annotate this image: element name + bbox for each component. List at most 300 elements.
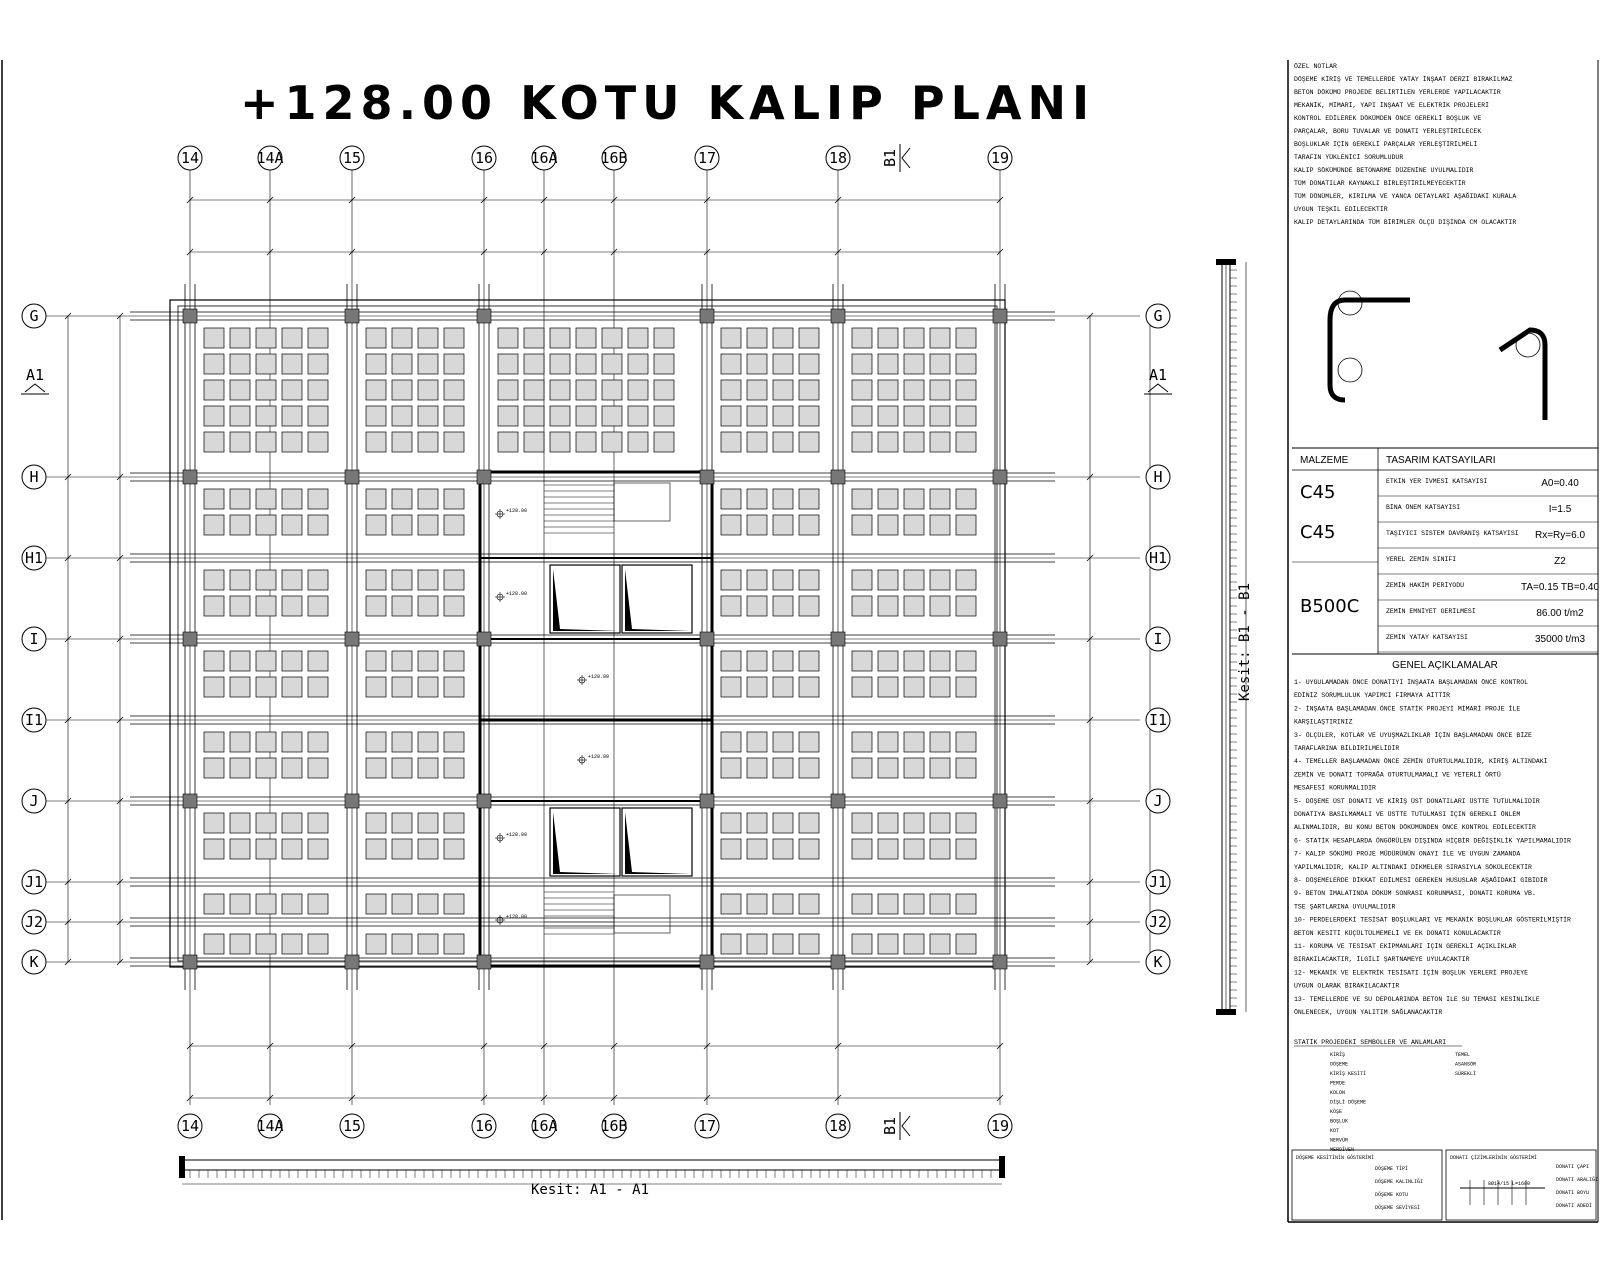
general-note-line: 9- BETON İMALATINDA DÖKÜM SONRASI KORUNMASI, DONATI KORUMA VB. [1294, 890, 1536, 898]
axis-label-14A: 14A [256, 1117, 284, 1135]
waffle-pan [930, 934, 950, 954]
waffle-pan [602, 354, 622, 374]
waffle-pan [204, 406, 224, 426]
waffle-pan [308, 934, 328, 954]
waffle-pan [799, 732, 819, 752]
waffle-pan [366, 758, 386, 778]
waffle-pan [878, 732, 898, 752]
waffle-pan [204, 515, 224, 535]
column [831, 632, 845, 646]
waffle-pan [392, 570, 412, 590]
waffle-pan [366, 651, 386, 671]
general-note-line: 5- DÖŞEME ÜST DONATI VE KİRİŞ ÜST DONATILARI ÜSTTE TUTULMALIDIR [1294, 797, 1540, 805]
waffle-pan [878, 596, 898, 616]
section-arrow [25, 384, 45, 392]
waffle-pan [721, 406, 741, 426]
waffle-pan [878, 677, 898, 697]
waffle-pan [799, 380, 819, 400]
waffle-pan [602, 328, 622, 348]
stair-core [480, 472, 712, 966]
waffle-pan [904, 489, 924, 509]
general-notes-heading: GENEL AÇIKLAMALAR [1392, 660, 1498, 671]
special-note-line: DÖŞEME KİRİŞ VE TEMELLERDE YATAY İNŞAAT DERZİ BIRAKILMAZ [1294, 76, 1513, 83]
column [700, 309, 714, 323]
waffle-pan [282, 432, 302, 452]
waffle-pan [204, 596, 224, 616]
section-b1-end [1216, 259, 1236, 265]
waffle-pan [366, 570, 386, 590]
special-note-line: UYGUN TEŞKİL EDİLECEKTİR [1294, 206, 1388, 213]
waffle-pan [721, 432, 741, 452]
waffle-pan [956, 406, 976, 426]
elevator-shaft [550, 808, 620, 876]
waffle-pan [721, 570, 741, 590]
waffle-pan [852, 380, 872, 400]
waffle-pan [366, 677, 386, 697]
waffle-pan [799, 406, 819, 426]
symbol-meaning: DÖŞEME [1330, 1061, 1349, 1068]
waffle-pan [204, 380, 224, 400]
waffle-pan [256, 596, 276, 616]
waffle-pan [418, 813, 438, 833]
column [993, 309, 1007, 323]
symbol-meaning: KÖŞE [1330, 1109, 1343, 1115]
waffle-pan [230, 813, 250, 833]
waffle-pan [230, 839, 250, 859]
coeff-value: Z2 [1554, 556, 1566, 567]
waffle-pan [904, 934, 924, 954]
symbol-meaning: TEMEL [1455, 1052, 1471, 1058]
waffle-pan [930, 813, 950, 833]
waffle-pan [308, 515, 328, 535]
waffle-pan [204, 328, 224, 348]
axis-label-I: I [1153, 630, 1163, 648]
waffle-pan [366, 328, 386, 348]
title-block-panel [1292, 62, 1599, 1220]
waffle-pan [721, 380, 741, 400]
waffle-pan [230, 432, 250, 452]
waffle-pan [444, 354, 464, 374]
section-b1-mark: B1 [881, 148, 899, 168]
waffle-pan [799, 596, 819, 616]
waffle-pan [524, 380, 544, 400]
waffle-pan [773, 813, 793, 833]
waffle-pan [204, 432, 224, 452]
material-grade: C45 [1300, 482, 1336, 503]
waffle-pan [392, 489, 412, 509]
waffle-pan [418, 596, 438, 616]
general-note-line: 2- İNŞAATA BAŞLAMADAN ÖNCE STATİK PROJEYİ MİMARİ PROJE İLE [1294, 705, 1521, 713]
symbol-meaning: NERVÜR [1330, 1137, 1349, 1144]
waffle-pan [878, 758, 898, 778]
waffle-pan [878, 406, 898, 426]
special-note-line: KALIP DETAYLARINDA TÜM BİRİMLER ÖLÇÜ DIŞINDA CM OLACAKTIR [1294, 219, 1517, 226]
symbol-meaning: SÜREKLİ [1455, 1071, 1477, 1077]
special-note-line: MEKANİK, MİMARİ, YAPI İNŞAAT VE ELEKTRİK PROJELERİ [1294, 102, 1490, 109]
waffle-pan [204, 570, 224, 590]
plan-area [21, 144, 1172, 1140]
level-value: +128.00 [588, 674, 610, 680]
waffle-pan [282, 406, 302, 426]
axis-label-16: 16 [474, 149, 494, 167]
waffle-pan [654, 380, 674, 400]
waffle-pan [747, 839, 767, 859]
waffle-pan [799, 432, 819, 452]
symbol-meaning: PERDE [1330, 1080, 1346, 1087]
section-a1-caption: Kesit: A1 - A1 [531, 1182, 650, 1198]
slab-legend-item: DÖŞEME KALINLIĞI [1375, 1179, 1424, 1185]
rebar-hook-detail [1330, 291, 1545, 420]
waffle-pan [956, 380, 976, 400]
column [183, 794, 197, 808]
waffle-pan [904, 732, 924, 752]
waffle-pan [956, 489, 976, 509]
axis-label-J: J [29, 792, 39, 810]
column [993, 632, 1007, 646]
waffle-pan [773, 432, 793, 452]
waffle-pan [256, 677, 276, 697]
waffle-pan [721, 732, 741, 752]
waffle-pan [498, 380, 518, 400]
waffle-pan [230, 406, 250, 426]
waffle-pan [956, 839, 976, 859]
coeff-value: 35000 t/m3 [1534, 634, 1586, 645]
waffle-pan [366, 432, 386, 452]
waffle-pan [799, 354, 819, 374]
waffle-pan [444, 813, 464, 833]
waffle-pan [366, 934, 386, 954]
waffle-pan [282, 839, 302, 859]
waffle-pan [256, 489, 276, 509]
waffle-pan [418, 354, 438, 374]
waffle-pan [852, 570, 872, 590]
waffle-pan [282, 732, 302, 752]
general-note-line: 13- TEMELLERDE VE SU DEPOLARINDA BETON İLE SU TEMASI KESİNLİKLE [1294, 995, 1540, 1003]
waffle-pan [904, 515, 924, 535]
waffle-pan [444, 328, 464, 348]
waffle-pan [721, 515, 741, 535]
material-grade: B500C [1300, 596, 1360, 617]
waffle-pan [392, 380, 412, 400]
waffle-pan [878, 489, 898, 509]
column [993, 955, 1007, 969]
waffle-pan [444, 432, 464, 452]
waffle-pan [282, 651, 302, 671]
elevator-shaft [622, 565, 692, 633]
waffle-pan [852, 839, 872, 859]
waffle-pan [930, 380, 950, 400]
rebar-legend-item: DONATI ARALIĞI [1556, 1177, 1599, 1183]
waffle-pan [418, 894, 438, 914]
waffle-pan [230, 732, 250, 752]
waffle-pan [956, 677, 976, 697]
waffle-pan [444, 651, 464, 671]
axis-label-14: 14 [180, 1117, 200, 1135]
column [700, 794, 714, 808]
waffle-pan [773, 677, 793, 697]
waffle-pan [747, 651, 767, 671]
material-grade: C45 [1300, 522, 1336, 543]
waffle-pan [628, 406, 648, 426]
waffle-pan [418, 758, 438, 778]
waffle-pan [878, 813, 898, 833]
general-note-line: KARŞILAŞTIRINIZ [1294, 718, 1353, 726]
waffle-pan [444, 839, 464, 859]
waffle-pan [930, 758, 950, 778]
waffle-pan [721, 758, 741, 778]
waffle-pan [773, 570, 793, 590]
axis-label-16A: 16A [530, 149, 558, 167]
waffle-pan [256, 894, 276, 914]
waffle-pan [628, 328, 648, 348]
waffle-pan [747, 894, 767, 914]
stair-landing [614, 895, 670, 933]
symbol-meaning: ASANSÖR [1455, 1061, 1477, 1068]
stair-landing [614, 483, 670, 521]
section-a1-slab [182, 1160, 1002, 1170]
waffle-pan [524, 406, 544, 426]
coeff-label: YEREL ZEMİN SINIFI [1386, 556, 1457, 563]
waffle-pan [550, 406, 570, 426]
waffle-pan [799, 934, 819, 954]
axis-label-K: K [1153, 953, 1163, 971]
coeff-label: ZEMİN YATAY KATSAYISI [1386, 634, 1468, 641]
waffle-pan [904, 677, 924, 697]
waffle-pan [956, 432, 976, 452]
column [700, 470, 714, 484]
coeff-label: ETKİN YER İVMESİ KATSAYISI [1386, 478, 1488, 485]
waffle-pan [308, 677, 328, 697]
waffle-pan [654, 432, 674, 452]
waffle-pan [392, 934, 412, 954]
waffle-pan [773, 894, 793, 914]
waffle-pan [550, 432, 570, 452]
special-note-line: KONTROL EDİLEREK DÖKÜMDEN ÖNCE GEREKLİ BOŞLUK VE [1294, 115, 1482, 122]
waffle-pan [799, 515, 819, 535]
waffle-pan [282, 328, 302, 348]
symbols-heading: STATİK PROJEDEKİ SEMBOLLER VE ANLAMLARI [1294, 1039, 1447, 1046]
waffle-pan [852, 934, 872, 954]
column [993, 470, 1007, 484]
waffle-pan [904, 813, 924, 833]
waffle-pan [204, 894, 224, 914]
waffle-pan [308, 813, 328, 833]
level-value: +128.00 [506, 914, 528, 920]
waffle-pan [576, 432, 596, 452]
waffle-pan [550, 328, 570, 348]
waffle-pan [308, 894, 328, 914]
waffle-pan [799, 489, 819, 509]
waffle-pan [878, 570, 898, 590]
column [477, 470, 491, 484]
waffle-pan [799, 894, 819, 914]
waffle-pan [444, 934, 464, 954]
waffle-pan [256, 354, 276, 374]
waffle-pan [747, 934, 767, 954]
special-note-line: BOŞLUKLAR İÇİN GEREKLİ PARÇALAR YERLEŞTİRİLMELİ [1294, 141, 1478, 148]
waffle-pan [392, 758, 412, 778]
waffle-pan [392, 839, 412, 859]
special-note-line: BETON DÖKÜMÜ PROJEDE BELİRTİLEN YERLERDE YAPILACAKTIR [1294, 89, 1501, 96]
waffle-pan [956, 596, 976, 616]
waffle-pan [930, 432, 950, 452]
waffle-pan [930, 354, 950, 374]
waffle-pan [392, 732, 412, 752]
waffle-pan [392, 651, 412, 671]
column [831, 955, 845, 969]
column [831, 470, 845, 484]
waffle-pan [904, 354, 924, 374]
column [477, 309, 491, 323]
waffle-pan [444, 732, 464, 752]
waffle-pan [956, 758, 976, 778]
waffle-pan [418, 406, 438, 426]
shaft-shading [625, 812, 690, 874]
waffle-pan [498, 328, 518, 348]
waffle-pan [308, 596, 328, 616]
axis-label-15: 15 [342, 1117, 362, 1135]
waffle-pan [721, 328, 741, 348]
general-note-line: 7- KALIP SÖKÜMÜ PROJE MÜDÜRÜNÜN ONAYI İLE VE UYGUN ZAMANDA [1294, 850, 1521, 858]
section-arrow [902, 1116, 910, 1136]
waffle-pan [444, 380, 464, 400]
waffle-pan [930, 570, 950, 590]
column [345, 632, 359, 646]
coeff-label: ZEMİN EMNİYET GERİLMESİ [1386, 608, 1476, 615]
waffle-pan [498, 354, 518, 374]
waffle-pan [721, 489, 741, 509]
waffle-pan [282, 354, 302, 374]
special-note-line: TÜM DONATILAR KAYNAKLI BİRLEŞTİRİLMEYECEKTİR [1294, 180, 1466, 187]
waffle-pan [773, 732, 793, 752]
axis-label-G: G [29, 307, 39, 325]
waffle-pan [721, 934, 741, 954]
waffle-pan [930, 406, 950, 426]
waffle-pan [852, 894, 872, 914]
waffle-pan [230, 515, 250, 535]
waffle-pan [773, 380, 793, 400]
waffle-pan [773, 651, 793, 671]
waffle-pan [747, 354, 767, 374]
waffle-pan [773, 354, 793, 374]
waffle-pan [773, 934, 793, 954]
waffle-pan [444, 758, 464, 778]
waffle-pan [366, 354, 386, 374]
rebar-legend-title: DONATI ÇİZİMLERİNİN GÖSTERİMİ [1450, 1155, 1538, 1161]
waffle-pan [747, 732, 767, 752]
waffle-pan [747, 489, 767, 509]
waffle-pan [366, 813, 386, 833]
axis-label-16B: 16B [600, 1117, 628, 1135]
shaft-shading [553, 569, 618, 631]
waffle-pan [956, 894, 976, 914]
waffle-pan [930, 732, 950, 752]
waffle-pan [747, 758, 767, 778]
waffle-pan [904, 839, 924, 859]
waffle-pan [204, 651, 224, 671]
coeff-value: I=1.5 [1548, 504, 1572, 515]
waffle-pan [256, 651, 276, 671]
general-note-line: DONATIYA BASILMAMALI VE ÜSTTE TUTULMASI İÇİN GEREKLİ ÖNLEM [1294, 811, 1521, 818]
section-arrow [1148, 384, 1168, 392]
waffle-pan [773, 489, 793, 509]
waffle-pan [418, 489, 438, 509]
waffle-pan [256, 406, 276, 426]
waffle-pan [956, 732, 976, 752]
axis-label-19: 19 [990, 1117, 1010, 1135]
waffle-pan [230, 677, 250, 697]
waffle-pan [204, 732, 224, 752]
waffle-pan [392, 354, 412, 374]
bend-circle [1516, 333, 1540, 357]
general-note-line: TARAFLARINA BİLDİRİLMELİDİR [1294, 745, 1400, 752]
waffle-pan [930, 839, 950, 859]
axis-label-19: 19 [990, 149, 1010, 167]
waffle-pan [256, 813, 276, 833]
general-note-line: 4- TEMELLER BAŞLAMADAN ÖNCE ZEMİN OTURTULMALIDIR, KİRİŞ ALTINDAKİ [1294, 758, 1548, 766]
waffle-pan [628, 354, 648, 374]
waffle-pan [418, 732, 438, 752]
column [477, 794, 491, 808]
waffle-pan [904, 328, 924, 348]
waffle-pan [308, 380, 328, 400]
column [345, 470, 359, 484]
waffle-pan [904, 651, 924, 671]
waffle-pan [444, 570, 464, 590]
general-note-line: 1- UYGULAMADAN ÖNCE DONATIYI İNŞAATA BAŞLAMADAN ÖNCE KONTROL [1294, 679, 1529, 686]
section-a1-mark: A1 [25, 366, 45, 384]
column [183, 632, 197, 646]
waffle-pan [418, 328, 438, 348]
waffle-pan [747, 570, 767, 590]
waffle-pan [747, 677, 767, 697]
waffle-pan [747, 328, 767, 348]
axis-label-14A: 14A [256, 149, 284, 167]
level-value: +128.00 [506, 508, 528, 514]
waffle-pan [308, 732, 328, 752]
waffle-pan [444, 677, 464, 697]
table-header-coeffs: TASARIM KATSAYILARI [1386, 455, 1496, 466]
bend-circle [1338, 291, 1362, 315]
hook-bar-left [1330, 300, 1345, 400]
waffle-pan [852, 489, 872, 509]
waffle-pan [852, 328, 872, 348]
waffle-pan [282, 894, 302, 914]
waffle-pan [230, 489, 250, 509]
waffle-pan [204, 677, 224, 697]
waffle-pan [308, 328, 328, 348]
general-note-line: 6- STATİK HESAPLARDA ÖNGÖRÜLEN DIŞINDA HİÇBİR DEĞİŞİKLİK YAPILMAMALIDIR [1294, 837, 1571, 845]
waffle-pan [392, 432, 412, 452]
waffle-pan [721, 596, 741, 616]
column [345, 794, 359, 808]
waffle-pan [498, 406, 518, 426]
symbol-meaning: KİRİŞ KESİTİ [1330, 1071, 1367, 1077]
column [700, 632, 714, 646]
waffle-pan [576, 328, 596, 348]
waffle-pan [418, 677, 438, 697]
waffle-pan [418, 934, 438, 954]
axis-label-G: G [1153, 307, 1163, 325]
waffle-pan [256, 570, 276, 590]
waffle-pan [366, 596, 386, 616]
waffle-pan [773, 406, 793, 426]
slab-legend-item: DÖŞEME TİPİ [1375, 1166, 1409, 1172]
waffle-pan [282, 934, 302, 954]
waffle-pan [366, 894, 386, 914]
column [183, 955, 197, 969]
waffle-pan [654, 354, 674, 374]
